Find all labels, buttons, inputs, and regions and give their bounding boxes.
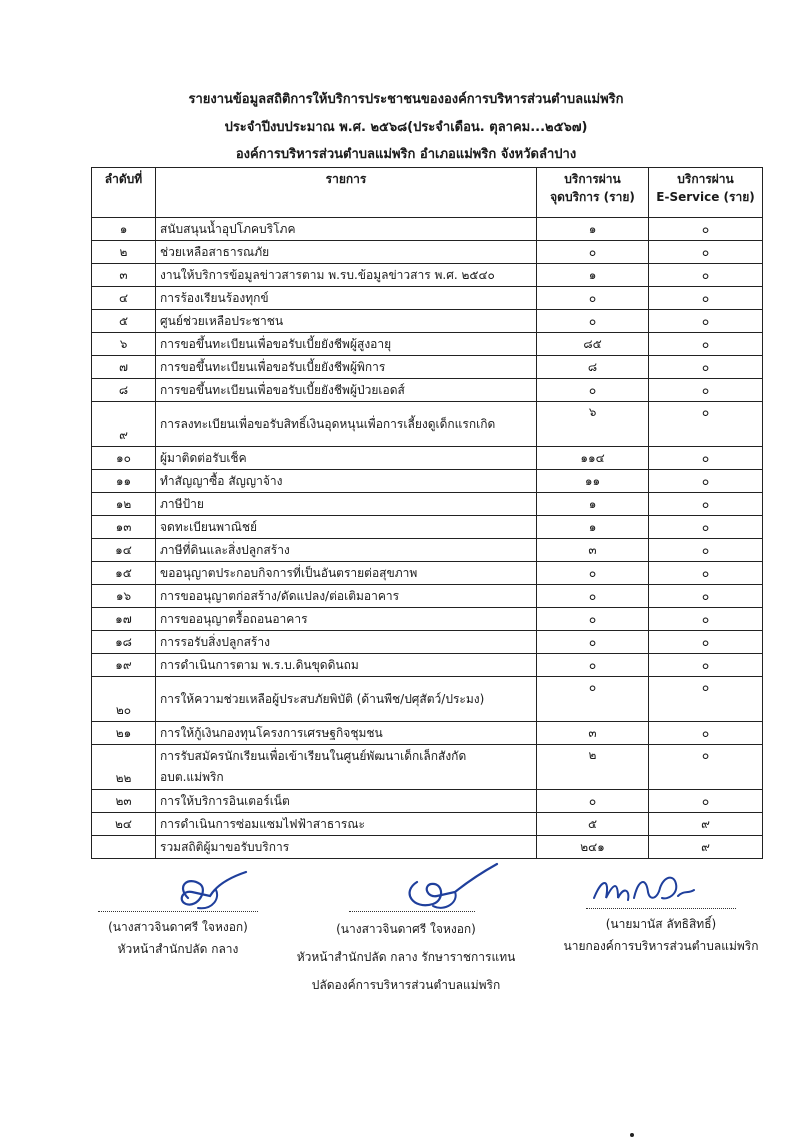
row-eservice-count: ๐ [649,539,763,562]
row-eservice-count: ๐ [649,654,763,677]
row-item: จดทะเบียนพาณิชย์ [156,516,537,539]
row-item: การร้องเรียนร้องทุกข์ [156,287,537,310]
row-counter-count: ๐ [537,562,649,585]
table-row [92,241,763,264]
report-organization: องค์การบริหารส่วนตำบลแม่พริก อำเภอแม่พริก จังหวัดลำปาง [235,147,577,162]
table-row [92,677,763,722]
row-number: ๑๗ [92,608,156,631]
row-counter-count: ๑ [537,493,649,516]
table-row [92,585,763,608]
signer-name-left: (นางสาวจินดาศรี ใจหงอก) [108,920,248,934]
table-row [92,356,763,379]
signer-position-right: นายกองค์การบริหารส่วนตำบลแม่พริก [563,939,759,953]
table-row [92,813,763,836]
table-row [92,539,763,562]
row-item: การรับสมัครนักเรียนเพื่อเข้าเรียนในศูนย์พัฒนาเด็กเล็กสังกัด อบต.แม่พริก [156,745,537,790]
row-number: ๑๔ [92,539,156,562]
row-eservice-count: ๐ [649,677,763,722]
header-counter [537,168,649,218]
table-row [92,516,763,539]
row-item: การรอรับสิ่งปลูกสร้าง [156,631,537,654]
table-row [92,745,763,790]
row-number: ๒ [92,241,156,264]
row-counter-count: ๓ [537,722,649,745]
row-counter-count: ๕ [537,813,649,836]
row-item: การให้บริการอินเตอร์เน็ต [156,790,537,813]
total-eservice: ๙ [649,836,763,859]
row-item: การขอขึ้นทะเบียนเพื่อขอรับเบี้ยยังชีพผู้ป่วยเอดส์ [156,379,537,402]
row-item: ผู้มาติดต่อรับเช็ค [156,447,537,470]
row-counter-count: ๑๑๔ [537,447,649,470]
row-item: การให้ความช่วยเหลือผู้ประสบภัยพิบัติ (ด้านพืช/ปศุสัตว์/ประมง) [156,677,537,722]
row-item: การให้กู้เงินกองทุนโครงการเศรษฐกิจชุมชน [156,722,537,745]
row-eservice-count: ๐ [649,790,763,813]
row-number: ๒๓ [92,790,156,813]
row-counter-count: ๑ [537,264,649,287]
row-eservice-count: ๐ [649,562,763,585]
row-item: ขออนุญาตประกอบกิจการที่เป็นอันตรายต่อสุขภาพ [156,562,537,585]
row-eservice-count: ๐ [649,218,763,241]
signature-line [349,910,475,912]
table-row [92,379,763,402]
row-number: ๑๑ [92,470,156,493]
header-eservice [649,168,763,218]
right-signature-mark [588,868,698,908]
row-eservice-count: ๐ [649,516,763,539]
row-item: ช่วยเหลือสาธารณภัย [156,241,537,264]
row-counter-count: ๘ [537,356,649,379]
row-eservice-count: ๙ [649,813,763,836]
row-item: การขออนุญาตก่อสร้าง/ดัดแปลง/ต่อเติมอาคาร [156,585,537,608]
table-row [92,287,763,310]
signer-position-center-line2: ปลัดองค์การบริหารส่วนตำบลแม่พริก [311,978,501,992]
row-number: ๖ [92,333,156,356]
row-item: ภาษีป้าย [156,493,537,516]
row-counter-count: ๐ [537,310,649,333]
signature-line [586,907,736,909]
row-number: ๗ [92,356,156,379]
row-eservice-count: ๐ [649,493,763,516]
row-item: การลงทะเบียนเพื่อขอรับสิทธิ์เงินอุดหนุนเพื่อการเลี้ยงดูเด็กแรกเกิด [156,402,537,447]
statistics-table [91,167,763,859]
row-eservice-count: ๐ [649,402,763,447]
row-number: ๑๖ [92,585,156,608]
row-counter-count: ๐ [537,287,649,310]
row-number: ๑๐ [92,447,156,470]
table-row [92,722,763,745]
row-item: งานให้บริการข้อมูลข่าวสารตาม พ.รบ.ข้อมูลข่าวสาร พ.ศ. ๒๕๔๐ [156,264,537,287]
row-eservice-count: ๐ [649,722,763,745]
row-eservice-count: ๐ [649,608,763,631]
table-row [92,447,763,470]
signer-name-right: (นายมานัส ลัทธิสิทธิ์) [605,917,717,931]
row-counter-count: ๐ [537,379,649,402]
row-item: ภาษีที่ดินและสิ่งปลูกสร้าง [156,539,537,562]
table-row [92,470,763,493]
row-number: ๒๐ [92,677,156,722]
total-no-cell [92,836,156,859]
row-item: การดำเนินการตาม พ.ร.บ.ดินขุดดินถม [156,654,537,677]
total-label: รวมสถิติผู้มาขอรับบริการ [156,836,537,859]
row-number: ๕ [92,310,156,333]
header-eservice-line2: E-Service (ราย) [656,190,755,204]
row-counter-count: ๒ [537,745,649,790]
row-eservice-count: ๐ [649,470,763,493]
signature-block-right [544,907,778,957]
table-row [92,562,763,585]
row-number: ๒๔ [92,813,156,836]
row-counter-count: ๐ [537,241,649,264]
row-item: สนับสนุนน้ำอุปโภคบริโภค [156,218,537,241]
row-eservice-count: ๐ [649,287,763,310]
header-eservice-line1: บริการผ่าน [677,172,734,186]
header-item: รายการ [156,168,537,218]
row-item: ศูนย์ช่วยเหลือประชาชน [156,310,537,333]
row-number: ๑๒ [92,493,156,516]
row-eservice-count: ๐ [649,310,763,333]
row-number: ๙ [92,402,156,447]
row-counter-count: ๐ [537,790,649,813]
row-counter-count: ๐ [537,677,649,722]
table-row [92,310,763,333]
signature-block-left [88,910,268,960]
row-eservice-count: ๐ [649,264,763,287]
row-eservice-count: ๐ [649,333,763,356]
table-header-row [92,168,763,218]
table-row [92,493,763,516]
row-eservice-count: ๐ [649,745,763,790]
row-counter-count: ๐ [537,585,649,608]
row-eservice-count: ๐ [649,447,763,470]
table-row [92,264,763,287]
table-row [92,218,763,241]
row-eservice-count: ๐ [649,356,763,379]
header-counter-line2: จุดบริการ (ราย) [550,190,635,204]
total-counter: ๒๔๑ [537,836,649,859]
row-item: การดำเนินการซ่อมแซมไฟฟ้าสาธารณะ [156,813,537,836]
scan-speck [630,1133,634,1137]
header-no: ลำดับที่ [92,168,156,218]
row-number: ๒๑ [92,722,156,745]
report-title: รายงานข้อมูลสถิติการให้บริการประชาชนขององค์การบริหารส่วนตำบลแม่พริก [188,92,624,107]
header-counter-line1: บริการผ่าน [564,172,621,186]
row-eservice-count: ๐ [649,241,763,264]
row-number: ๑๘ [92,631,156,654]
row-item: ทำสัญญาซื้อ สัญญาจ้าง [156,470,537,493]
row-item: การขอขึ้นทะเบียนเพื่อขอรับเบี้ยยังชีพผู้พิการ [156,356,537,379]
row-item: การขอขึ้นทะเบียนเพื่อขอรับเบี้ยยังชีพผู้สูงอายุ [156,333,537,356]
row-counter-count: ๐ [537,608,649,631]
total-row [92,836,763,859]
row-number: ๓ [92,264,156,287]
table-row [92,654,763,677]
signer-position-left: หัวหน้าสำนักปลัด กลาง [117,942,239,956]
row-item: การขออนุญาตรื้อถอนอาคาร [156,608,537,631]
row-eservice-count: ๐ [649,379,763,402]
table-body [92,218,763,836]
row-number: ๔ [92,287,156,310]
table-row [92,402,763,447]
table-row [92,333,763,356]
table-row [92,631,763,654]
row-number: ๒๒ [92,745,156,790]
row-number: ๘ [92,379,156,402]
row-eservice-count: ๐ [649,631,763,654]
row-counter-count: ๑๑ [537,470,649,493]
row-counter-count: ๖ [537,402,649,447]
signer-position-center: หัวหน้าสำนักปลัด กลาง รักษาราชการแทน [296,950,516,964]
signature-block-center [276,910,536,996]
row-counter-count: ๘๕ [537,333,649,356]
row-eservice-count: ๐ [649,585,763,608]
report-period: ประจำปีงบประมาณ พ.ศ. ๒๕๖๘(ประจำเดือน. ตุลาคม...๒๕๖๗) [224,120,588,135]
row-number: ๑๙ [92,654,156,677]
row-counter-count: ๐ [537,631,649,654]
row-counter-count: ๓ [537,539,649,562]
signature-line [98,910,258,912]
row-counter-count: ๑ [537,516,649,539]
row-number: ๑๕ [92,562,156,585]
table-row [92,608,763,631]
row-counter-count: ๑ [537,218,649,241]
row-number: ๑ [92,218,156,241]
table-row [92,790,763,813]
row-number: ๑๓ [92,516,156,539]
signer-name-center: (นางสาวจินดาศรี ใจหงอก) [336,922,476,936]
row-counter-count: ๐ [537,654,649,677]
